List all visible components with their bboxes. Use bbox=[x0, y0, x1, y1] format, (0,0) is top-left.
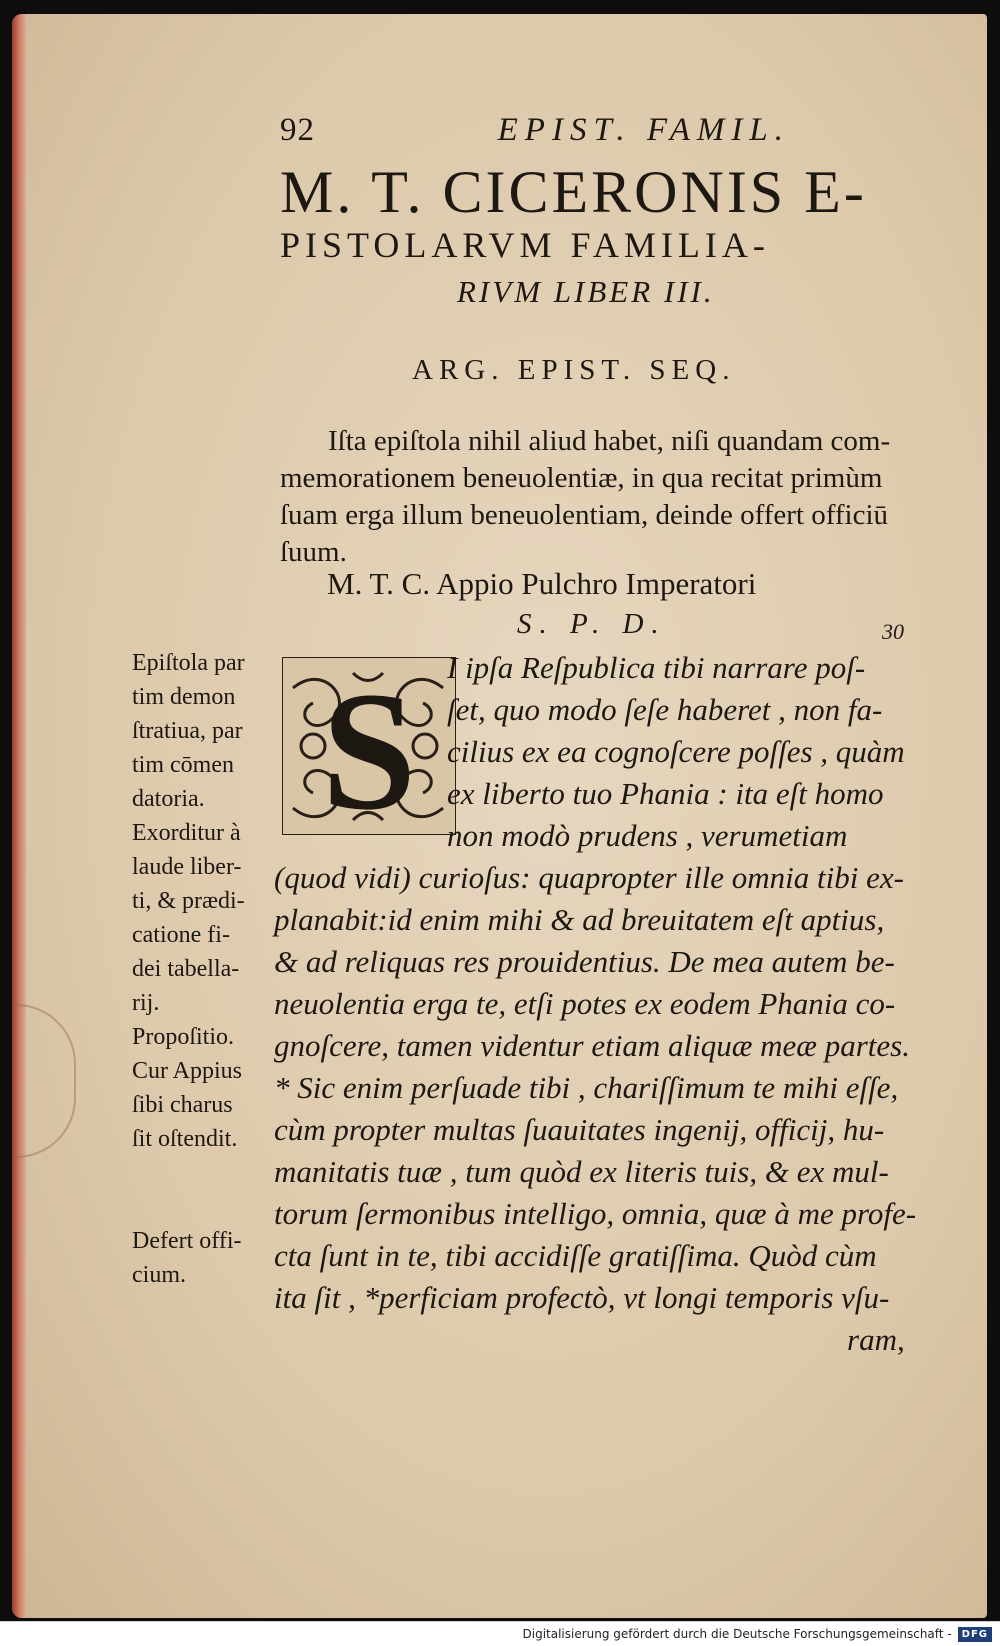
margin-note: ti, & prædi- bbox=[132, 888, 245, 914]
body-line: * Sic enim perſuade tibi , chariſſimum te mihi eſſe, bbox=[274, 1070, 899, 1105]
argument-line: memorationem beneuolentiæ, in qua recitat primùm bbox=[280, 462, 883, 494]
margin-note: cium. bbox=[132, 1262, 186, 1288]
line-number: 30 bbox=[882, 619, 904, 644]
margin-note: Defert offi- bbox=[132, 1228, 242, 1254]
body-line: neuolentia erga te, etſi potes ex eodem Phania co- bbox=[274, 986, 896, 1021]
margin-note: tim cōmen bbox=[132, 752, 234, 778]
decorated-initial bbox=[282, 657, 456, 835]
digitization-footer bbox=[0, 1621, 1000, 1646]
footer-text: Digitalisierung gefördert durch die Deutsche Forschungsgemeinschaft - bbox=[522, 1627, 952, 1641]
body-line: ita ſit , *perficiam profectò, vt longi temporis vſu- bbox=[274, 1280, 890, 1315]
margin-note: laude liber- bbox=[132, 854, 242, 880]
argument-heading: ARG. EPIST. SEQ. bbox=[412, 354, 736, 386]
title-line-1: M. T. CICERONIS E- bbox=[280, 159, 867, 225]
margin-note: dei tabella- bbox=[132, 956, 240, 982]
body-line: cùm propter multas ſuauitates ingenij, officij, hu- bbox=[274, 1112, 885, 1147]
body-line: ſet, quo modo ſeſe haberet , non fa- bbox=[447, 692, 883, 727]
title-line-2: PISTOLARVM FAMILIA- bbox=[280, 225, 770, 265]
catchword: ram, bbox=[847, 1322, 905, 1357]
red-binding-edge bbox=[12, 14, 26, 1618]
ornament-initial-icon bbox=[283, 658, 455, 834]
body-line: planabit:id enim mihi & ad breuitatem eſt aptius, bbox=[274, 902, 885, 937]
margin-note: Exorditur à bbox=[132, 820, 241, 846]
argument-line: Iſta epiſtola nihil aliud habet, niſi quandam com- bbox=[328, 425, 891, 457]
margin-note: Epiſtola par bbox=[132, 650, 245, 676]
salutation: S. P. D. bbox=[517, 608, 667, 640]
body-line: cta ſunt in te, tibi accidiſſe gratiſſima. Quòd cùm bbox=[274, 1238, 877, 1273]
argument-text bbox=[280, 423, 930, 571]
body-line: & ad reliquas res prouidentius. De mea autem be- bbox=[274, 944, 895, 979]
clasp-shadow bbox=[16, 1004, 76, 1158]
margin-note: ſtratiua, par bbox=[132, 718, 243, 744]
argument-line: ſuam erga illum beneuolentiam, deinde offert officiū bbox=[280, 499, 889, 531]
body-line: torum ſermonibus intelligo, omnia, quæ à me profe- bbox=[274, 1196, 917, 1231]
body-line: (quod vidi) curioſus: quapropter ille omnia tibi ex- bbox=[274, 860, 904, 895]
margin-note: tim demon bbox=[132, 684, 236, 710]
margin-note: rij. bbox=[132, 990, 160, 1016]
body-line: cilius ex ea cognoſcere poſſes , quàm bbox=[447, 734, 905, 769]
argument-line: ſuum. bbox=[280, 536, 347, 568]
body-line: I ipſa Reſpublica tibi narrare poſ- bbox=[447, 650, 866, 685]
page-number: 92 bbox=[280, 112, 315, 148]
running-head bbox=[280, 112, 790, 149]
book-page bbox=[12, 14, 987, 1618]
letter-address: M. T. C. Appio Pulchro Imperatori bbox=[327, 566, 757, 601]
margin-note: ſibi charus bbox=[132, 1092, 233, 1118]
margin-note: Cur Appius bbox=[132, 1058, 243, 1084]
body-line: ex liberto tuo Phania : ita eſt homo bbox=[447, 776, 884, 811]
margin-note: catione fi- bbox=[132, 922, 230, 948]
running-title: EPIST. FAMIL. bbox=[497, 112, 790, 148]
body-line: non modò prudens , verumetiam bbox=[447, 818, 848, 853]
initial-letter: S bbox=[321, 658, 417, 834]
body-line: gnoſcere, tamen videntur etiam aliquæ meæ partes. bbox=[274, 1028, 910, 1063]
body-line: manitatis tuæ , tum quòd ex literis tuis, & ex mul- bbox=[274, 1154, 889, 1189]
margin-note: Propoſitio. bbox=[132, 1024, 235, 1050]
margin-note: datoria. bbox=[132, 786, 205, 812]
margin-note: ſit oſtendit. bbox=[132, 1126, 238, 1152]
title-line-3: RIVM LIBER III. bbox=[457, 274, 715, 309]
dfg-logo: DFG bbox=[958, 1627, 992, 1642]
